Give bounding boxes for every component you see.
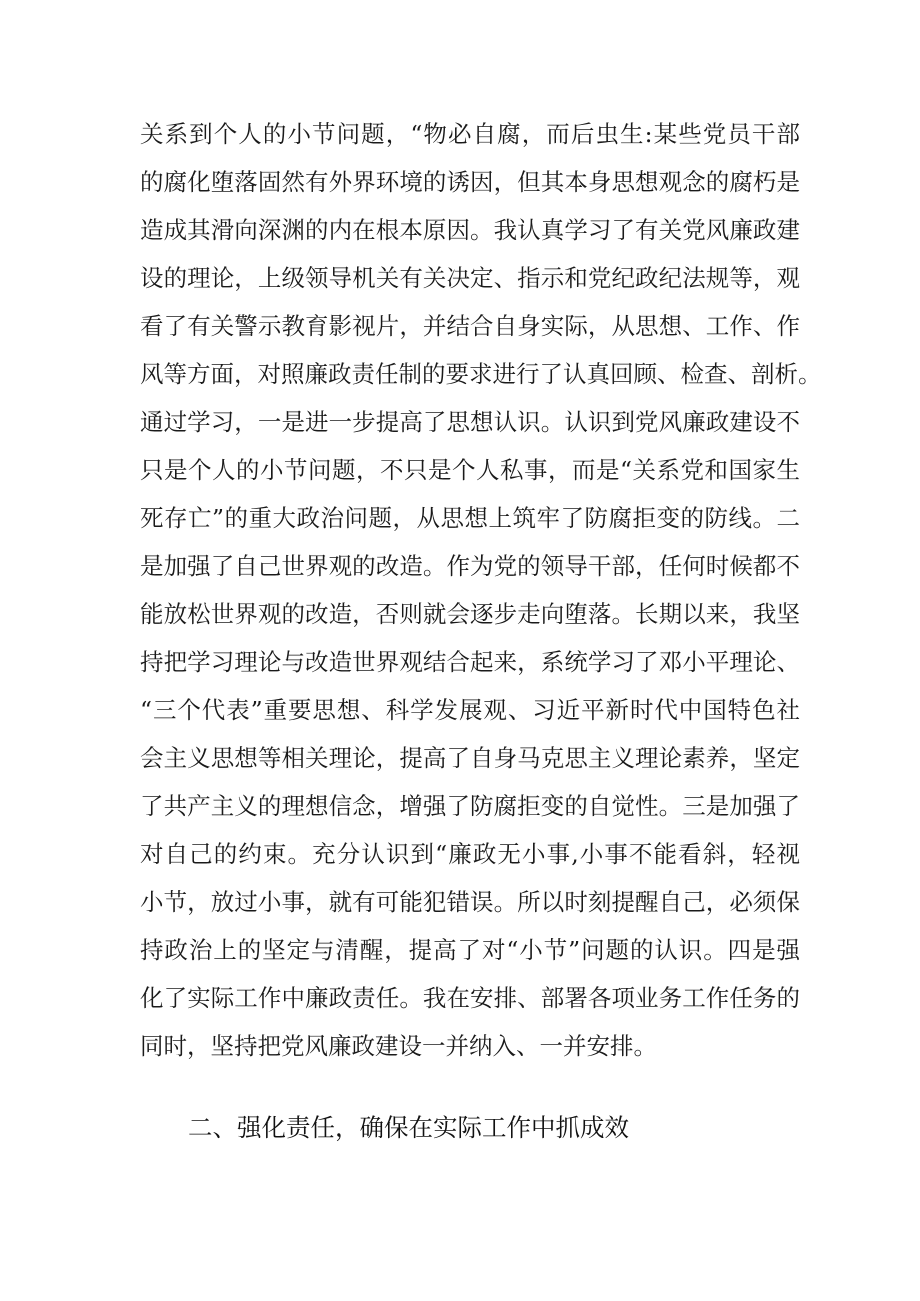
paragraph-line: 造成其滑向深渊的内在根本原因。我认真学习了有关党风廉政建 [140, 216, 800, 244]
paragraph-line: 持政治上的坚定与清醒，提高了对“小节”问题的认识。四是强 [140, 936, 800, 964]
paragraph-line: 能放松世界观的改造，否则就会逐步走向堕落。长期以来，我坚 [140, 600, 800, 628]
paragraph-line: 是加强了自己世界观的改造。作为党的领导干部，任何时候都不 [140, 552, 800, 580]
paragraph-line: 持把学习理论与改造世界观结合起来，系统学习了邓小平理论、 [140, 648, 800, 676]
paragraph-line: “三个代表”重要思想、科学发展观、习近平新时代中国特色社 [140, 696, 800, 724]
paragraph-line: 只是个人的小节问题，不只是个人私事，而是“关系党和国家生 [140, 456, 800, 484]
paragraph-line: 的腐化堕落固然有外界环境的诱因，但其本身思想观念的腐朽是 [140, 168, 800, 196]
paragraph-line: 同时，坚持把党风廉政建设一并纳入、一并安排。 [140, 1032, 657, 1060]
paragraph-line: 死存亡”的重大政治问题，从思想上筑牢了防腐拒变的防线。二 [140, 504, 800, 532]
paragraph-line: 通过学习，一是进一步提高了思想认识。认识到党风廉政建设不 [140, 408, 800, 436]
body-paragraph [140, 110, 822, 1070]
paragraph-line: 化了实际工作中廉政责任。我在安排、部署各项业务工作任务的 [140, 984, 800, 1012]
paragraph-line: 对自己的约束。充分认识到“廉政无小事,小事不能看斜，轻视 [140, 840, 800, 868]
section-heading: 二、强化责任，确保在实际工作中抓成效 [188, 1113, 629, 1142]
paragraph-line: 设的理论，上级领导机关有关决定、指示和党纪政纪法规等，观 [140, 264, 800, 292]
paragraph-line: 会主义思想等相关理论，提高了自身马克思主义理论素养，坚定 [140, 744, 800, 772]
paragraph-line: 关系到个人的小节问题，“物必自腐，而后虫生:某些党员干部 [140, 120, 800, 148]
paragraph-line: 看了有关警示教育影视片，并结合自身实际，从思想、工作、作 [140, 312, 800, 340]
paragraph-line: 了共产主义的理想信念，增强了防腐拒变的自觉性。三是加强了 [140, 792, 800, 820]
paragraph-line: 风等方面，对照廉政责任制的要求进行了认真回顾、检查、剖析。 [140, 360, 822, 388]
paragraph-line: 小节，放过小事，就有可能犯错误。所以时刻提醒自己，必须保 [140, 888, 800, 916]
